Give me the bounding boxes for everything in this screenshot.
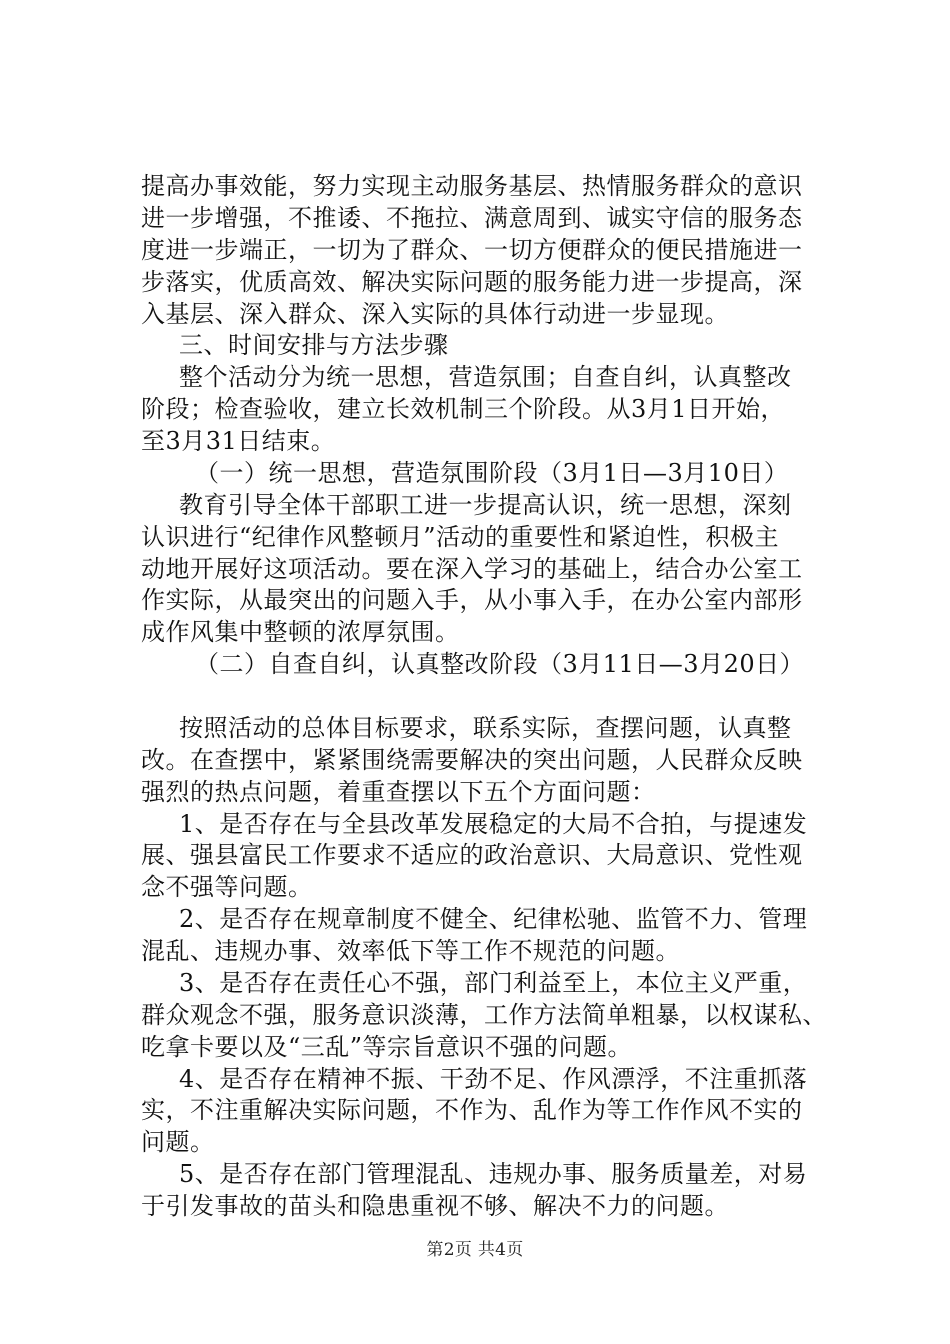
text-line: 作实际，从最突出的问题入手，从小事入手，在办公室内部形 [141,586,803,614]
text-line: 至3月31日结束。 [141,427,336,455]
text-line: 改。在查摆中，紧紧围绕需要解决的突出问题，人民群众反映 [141,746,803,774]
list-item-text: 念不强等问题。 [141,873,313,901]
text-line: 强烈的热点问题，着重查摆以下五个方面问题： [141,778,656,806]
page-number-footer: 第2页 共4页 [426,1240,524,1260]
list-item-text: 展、强县富民工作要求不适应的政治意识、大局意识、党性观 [141,841,803,869]
text-line: 整个活动分为统一思想，营造氛围；自查自纠，认真整改 [179,363,792,391]
section-heading: 三、时间安排与方法步骤 [179,331,449,359]
text-line: 动地开展好这项活动。要在深入学习的基础上，结合办公室工 [141,555,803,583]
text-line: 认识进行“纪律作风整顿月”活动的重要性和紧迫性，积极主 [141,523,780,551]
text-line: 按照活动的总体目标要求，联系实际，查摆问题，认真整 [179,714,792,742]
list-item-text: 群众观念不强，服务意识淡薄，工作方法简单粗暴，以权谋私、 [141,1001,827,1029]
list-item-text: 4、是否存在精神不振、干劲不足、作风漂浮，不注重抓落 [179,1065,808,1093]
text-line: 入基层、深入群众、深入实际的具体行动进一步显现。 [141,300,729,328]
subsection-heading: （一）统一思想，营造氛围阶段（3月1日—3月10日） [195,459,789,487]
list-item-text: 吃拿卡要以及“三乱”等宗旨意识不强的问题。 [141,1033,633,1061]
list-item-text: 1、是否存在与全县改革发展稳定的大局不合拍，与提速发 [179,810,808,838]
list-item-text: 实，不注重解决实际问题，不作为、乱作为等工作作风不实的 [141,1096,803,1124]
text-line: 成作风集中整顿的浓厚氛围。 [141,618,460,646]
list-item-text: 于引发事故的苗头和隐患重视不够、解决不力的问题。 [141,1192,729,1220]
text-line: 度进一步端正，一切为了群众、一切方便群众的便民措施进一 [141,236,803,264]
text-line: 进一步增强，不推诿、不拖拉、满意周到、诚实守信的服务态 [141,204,803,232]
list-item-text: 2、是否存在规章制度不健全、纪律松驰、监管不力、管理 [179,905,808,933]
list-item-text: 混乱、违规办事、效率低下等工作不规范的问题。 [141,937,680,965]
text-line: 提高办事效能，努力实现主动服务基层、热情服务群众的意识 [141,172,803,200]
list-item-text: 问题。 [141,1128,215,1156]
subsection-heading: （二）自查自纠，认真整改阶段（3月11日—3月20日） [195,650,805,678]
text-line: 阶段；检查验收，建立长效机制三个阶段。从3月1日开始， [141,395,786,423]
list-item-text: 3、是否存在责任心不强，部门利益至上，本位主义严重， [179,969,808,997]
text-line: 步落实，优质高效、解决实际问题的服务能力进一步提高，深 [141,268,803,296]
text-line: 教育引导全体干部职工进一步提高认识，统一思想，深刻 [179,491,792,519]
list-item-text: 5、是否存在部门管理混乱、违规办事、服务质量差，对易 [179,1160,808,1188]
